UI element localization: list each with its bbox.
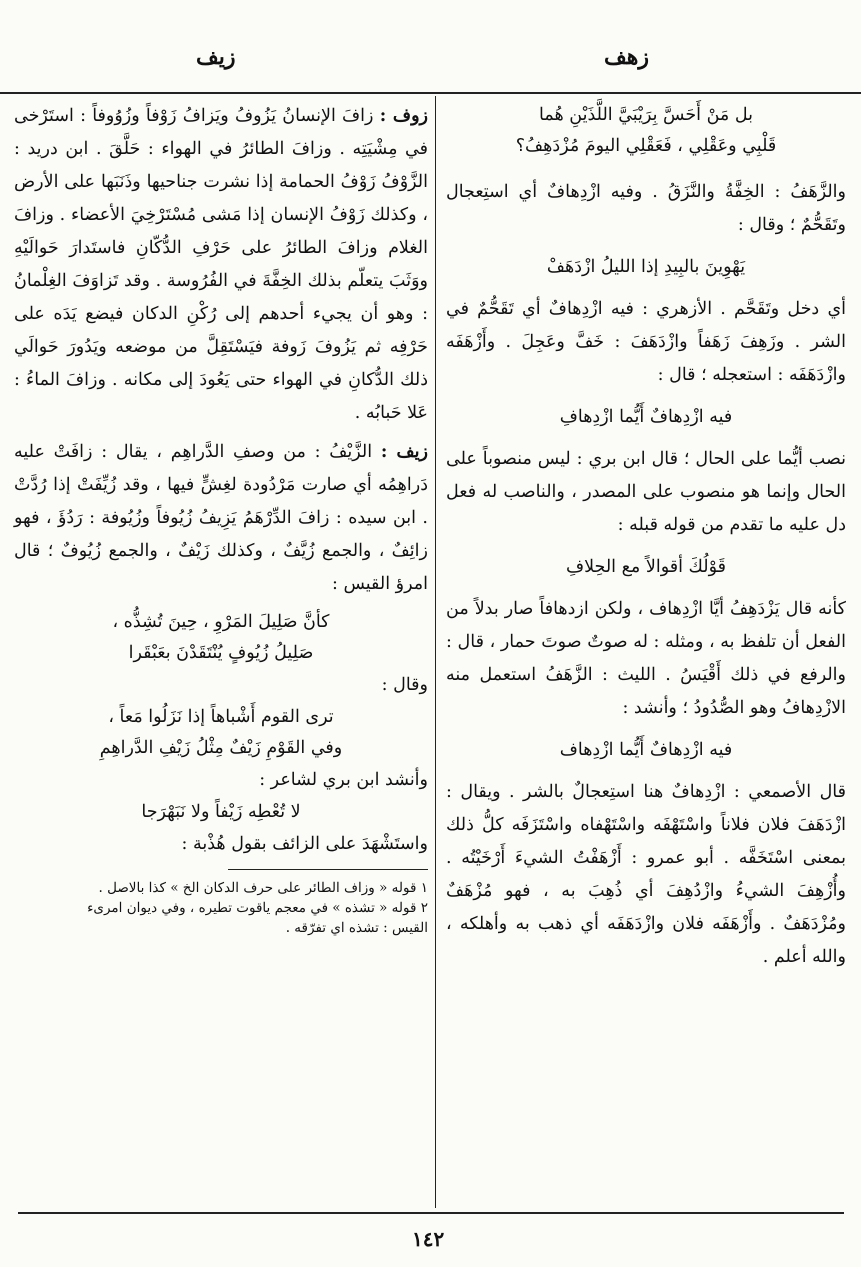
paragraph: قال الأصمعي : ازْدِهافٌ هنا استِعجالٌ بالشر . ويقال : ازْدَهَفَ فلان فلاناً واسْتَهْفَه واسْتَهْفاه واسْتَزَفَه كلُّ ذلك بمعنى اسْتَخَفَّه . أبو عمرو : أَزْهَفْتُ الشيءَ أَرْخَيْتُه . وأُزْهِفَ الشيءُ وازْدُهِفَ أي ذُهِبَ به ، فهو مُزْهَفٌ ومُزْدَهَفٌ . وأَزْهَفَه فلان وازْدَهَفَه أي ذهب به وأهلكه ، والله أعلم .	[446, 782, 846, 967]
footnote: ٢ قوله « تشذه » في معجم ياقوت تطيره ، وفي ديوان امرىء	[87, 900, 428, 916]
verse-line: فيه ازْدِهافٌ أَيُّما ازْدِهافِ	[559, 407, 733, 427]
paragraph: نصب أيُّما على الحال ؛ قال ابن بري : ليس منصوباً على الحال وإنما هو منصوب على المصدر ، والناصب له فعل دل عليه ما تقدم من قوله قبله :	[446, 449, 846, 535]
right-column	[446, 100, 846, 974]
entry-zawf	[14, 100, 428, 430]
left-column	[14, 100, 428, 938]
bottom-rule	[18, 1212, 844, 1214]
footnote: ١ قوله « وزاف الطائر على حرف الدكان الخ » كذا بالاصل .	[98, 880, 428, 896]
headword-zawf: زوف :	[379, 106, 428, 126]
verse-line: قَلْبِي وعَقْلِي ، فَعَقْلِي اليومَ مُزْدَهِفُ؟	[515, 136, 777, 156]
running-header-right: زهف	[604, 44, 649, 70]
page-number: ١٤٢	[412, 1227, 445, 1251]
paragraph: أي دخل وتَقَحَّم . الأزهري : فيه ازْدِهافٌ أي تَقَحُّمٌ في الشر . وزَهِفَ زَهَفاً وازْدَهَفَ : خَفَّ وعَجِلَ . وأَزْهَفَه وازْدَهَفَه : استعجله ؛ قال :	[446, 299, 846, 385]
paragraph: وأنشد ابن بري لشاعر :	[259, 770, 428, 790]
verse-line: لا تُعْطِه زَيْفاً ولا نَبَهْرَجا	[141, 802, 301, 822]
paragraph: واستَشْهَدَ على الزائف بقول هُذْبة :	[181, 834, 428, 854]
verse-line: ترى القوم أَشْباهاً إذا نَزَلُوا مَعاً ،	[108, 707, 334, 727]
verse-line: صَلِيلُ زُيُوفٍ يُنْتَقَدْنَ بعَبْقَرا	[128, 643, 314, 663]
footnote: القيس : تشذه اي تفرّقه .	[285, 920, 428, 936]
footnote-rule	[228, 869, 428, 870]
paragraph: والزَّهَفُ : الخِفَّةُ والنَّزَقُ . وفيه ازْدِهافٌ أي استِعجال وتَقَحُّمٌ ؛ وقال :	[446, 182, 846, 235]
top-rule	[0, 92, 861, 94]
entry-text: الزَّيْفُ : من وصفِ الدَّراهِم ، يقال : زافَتْ عليه دَراهِمُه أي صارت مَرْدُودة لغِشٍّ فيها ، وقد زُيِّفَتْ إذا رُدَّتْ . ابن سيده : زافَ الدِّرْهَمُ يَزِيفُ زُيُوفاً وزُيُوفة : رَدُؤَ ، فهو زائِفٌ ، والجمع زُيَّفٌ ، وكذلك زَيْفٌ ، والجمع زُيُوفٌ ؛ قال امرؤ القيس :	[14, 442, 428, 594]
entry-zayf	[14, 436, 428, 601]
headword-zayf: زيف :	[380, 442, 428, 462]
verse-line: فيه ازْدِهافٌ أَيُّما ازْدِهاف	[559, 740, 733, 760]
verse-line: وفي القَوْمِ زَيْفٌ مِثْلُ زَيْفِ الدَّراهِمِ	[99, 738, 343, 758]
running-header-left: زيف	[196, 44, 236, 70]
verse-line: قَوْلُكَ أقوالاً مع الحِلافِ	[565, 557, 727, 577]
entry-text: زافَ الإنسانُ يَزُوفُ ويَزافُ زَوْفاً وزُوُوفاً : استَرْخى في مِشْيَتِه . وزافَ الطائرُ في الهواء : حَلَّقَ . ابن دريد : الزَّوْفُ زَوْفُ الحمامة إذا نشرت جناحيها وذَنَبَها على الأرض ، وكذلك زَوْفُ الإنسان إذا مَشى مُسْتَرْخِيَ الأعضاء . وزافَ الغلام وزافَ الطائرُ على حَرْفِ الدُّكّانِ فاستَدارَ حَوالَيْهِ ووَثَبَ يتعلّم بذلك الخِفَّةَ في الفُرُوسة . وقد تَزاوَفَ الغِلْمانُ : وهو أن يجيء أحدهم إلى رُكْنِ الدكان فيضع يَدَه على حَرْفِه ثم يَزُوفَ زَوفة فيَسْتَقِلَّ من موضعه ويَدُورَ حَوالَي ذلك الدُّكانِ في الهواء حتى يَعُودَ إلى مكانه . وزافَ الماءُ : عَلا حَبابُه .	[14, 106, 428, 423]
paragraph: كأنه قال يَزْدَهِفُ أيَّا ازْدِهاف ، ولكن ازدهافاً صار بدلاً من الفعل أن تلفظ به ، ومثله : له صوتٌ صوتَ حمار ، قال : والرفع في ذلك أَقْيَسُ . الليث : الزَّهَفُ استعمل منه الازْدِهافُ وهو الصُّدُودُ ؛ وأنشد :	[446, 599, 846, 718]
paragraph: وقال :	[381, 675, 428, 695]
column-divider	[435, 96, 436, 1208]
verse-line: بل مَنْ أَحَسَّ بِرَيْبَيَّ اللَّذَيْنِ هُما	[539, 105, 753, 125]
verse-line: يَهْوِينَ بالبِيدِ إذا الليلُ ازْدَهَفْ	[546, 257, 746, 277]
verse-line: كأنَّ صَلِيلَ المَرْوِ ، حِينَ تُشِذُّه ،	[112, 612, 330, 632]
